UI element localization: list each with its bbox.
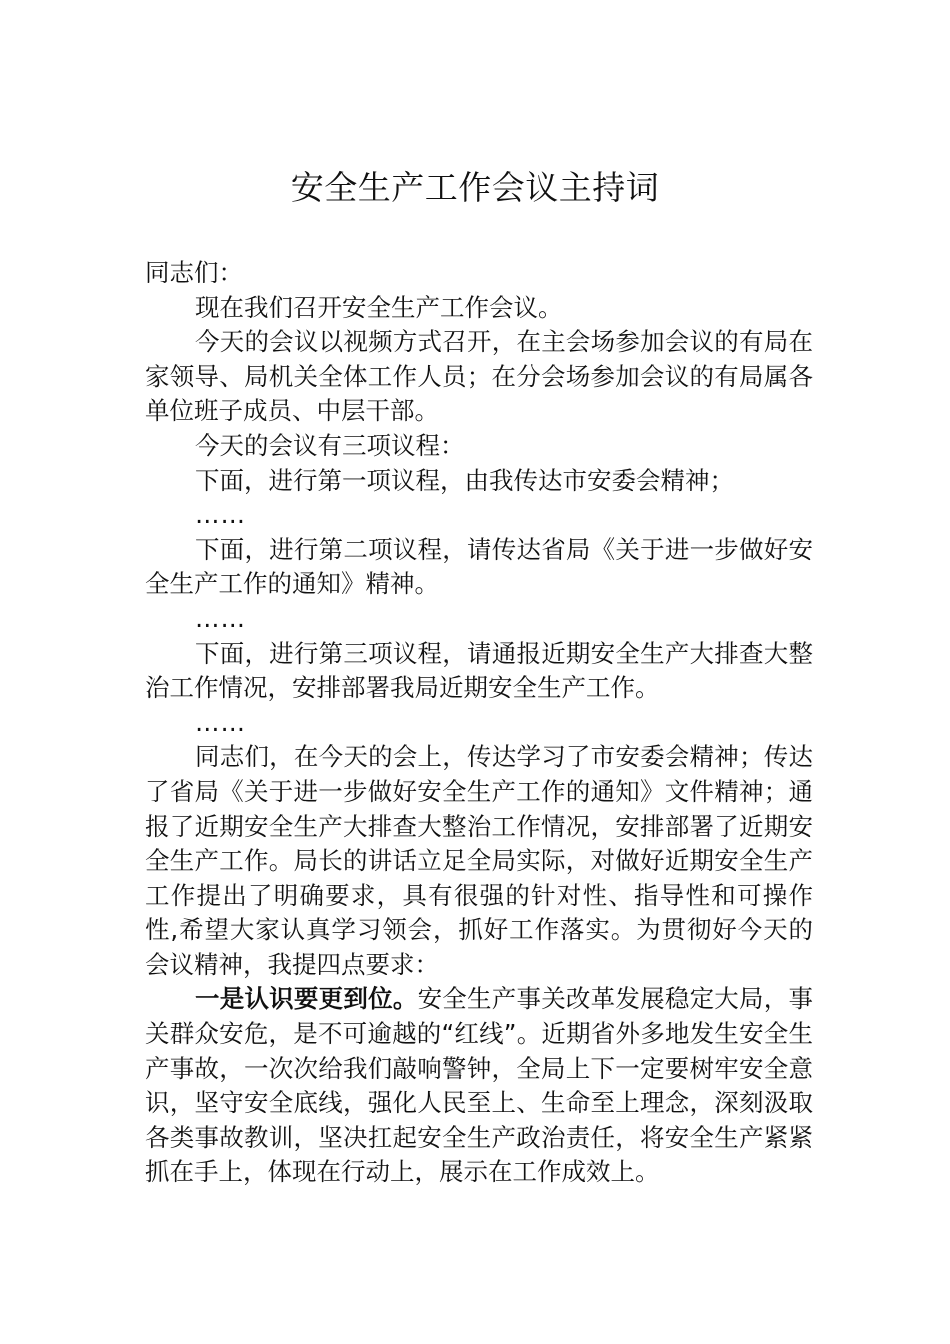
ellipsis-2: …… — [195, 603, 246, 633]
salutation: 同志们： — [145, 258, 243, 287]
paragraph-agenda-item-2: 下面，进行第二项议程，请传达省局《关于进一步做好安全生产工作的通知》精神。 — [145, 534, 813, 599]
paragraph-requirement-1 — [145, 982, 813, 1190]
document-body — [145, 256, 813, 1190]
paragraph-attendees: 今天的会议以视频方式召开，在主会场参加会议的有局在家领导、局机关全体工作人员；在分会场参加会议的有局属各单位班子成员、中层干部。 — [145, 327, 813, 426]
ellipsis-1: …… — [195, 500, 246, 530]
paragraph-agenda-item-3: 下面，进行第三项议程，请通报近期安全生产大排查大整治工作情况，安排部署我局近期安全生产工作。 — [145, 638, 813, 703]
paragraph-agenda-intro: 今天的会议有三项议程： — [195, 430, 465, 460]
requirement-1-heading: 一是认识要更到位。 — [195, 984, 418, 1014]
paragraph-summary: 同志们，在今天的会上，传达学习了市安委会精神；传达了省局《关于进一步做好安全生产工作的通知》文件精神；通报了近期安全生产大排查大整治工作情况，安排部署了近期安全生产工作。局长的讲话立足全局实际，对做好近期安全生产工作提出了明确要求，具有很强的针对性、指导性和可操作性,希望大家认真学习领会，抓好工作落实。为贯彻好今天的会议精神，我提四点要求： — [145, 742, 813, 979]
ellipsis-3: …… — [195, 707, 246, 737]
requirement-1-text: 安全生产事关改革发展稳定大局，事关群众安危，是不可逾越的“红线”。近期省外多地发生安全生产事故，一次次给我们敲响警钟，全局上下一定要树牢安全意识，坚守安全底线，强化人民至上、生命至上理念，深刻汲取各类事故教训，坚决扛起安全生产政治责任，将安全生产紧紧抓在手上，体现在行动上，展示在工作成效上。 — [145, 984, 813, 1187]
paragraph-opening: 现在我们召开安全生产工作会议。 — [195, 292, 563, 322]
paragraph-agenda-item-1: 下面，进行第一项议程，由我传达市安委会精神； — [195, 465, 734, 495]
document-title: 安全生产工作会议主持词 — [290, 168, 660, 207]
